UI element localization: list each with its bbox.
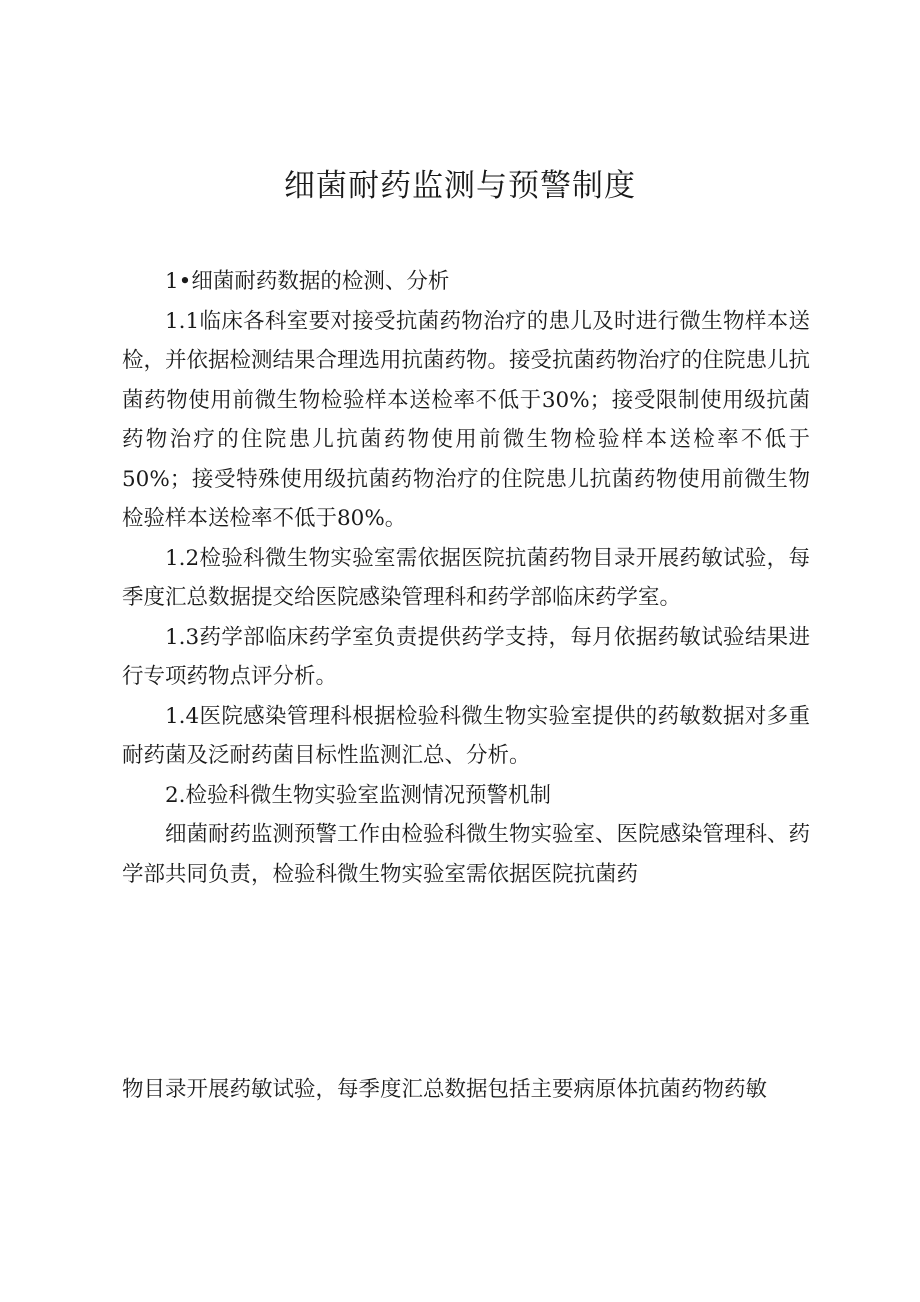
document-title: 细菌耐药监测与预警制度 — [284, 168, 636, 204]
document-body — [122, 262, 810, 894]
paragraph-2: 细菌耐药监测预警工作由检验科微生物实验室、医院感染管理科、药学部共同负责，检验科微生物实验室需依据医院抗菌药 — [122, 822, 811, 887]
paragraph-1-4: 1.4医院感染管理科根据检验科微生物实验室提供的药敏数据对多重耐药菌及泛耐药菌目标性监测汇总、分析。 — [122, 703, 810, 768]
paragraph-1-3: 1.3药学部临床药学室负责提供药学支持，每月依据药敏试验结果进行专项药物点评分析。 — [122, 624, 810, 689]
section-heading-1: 1•细菌耐药数据的检测、分析 — [165, 269, 450, 294]
section-heading-2: 2.检验科微生物实验室监测情况预警机制 — [165, 782, 552, 808]
continuation-line: 物目录开展药敏试验，每季度汇总数据包括主要病原体抗菌药物药敏 — [122, 1077, 768, 1102]
paragraph-1-2: 1.2检验科微生物实验室需依据医院抗菌药物目录开展药敏试验，每季度汇总数据提交给医院感染管理科和药学部临床药学室。 — [122, 545, 810, 610]
paragraph-1-1: 1.1临床各科室要对接受抗菌药物治疗的患儿及时进行微生物样本送检，并依据检测结果合理选用抗菌药物。接受抗菌药物治疗的住院患儿抗菌药物使用前微生物检验样本送检率不低于30%；接受限制使用级抗菌药物治疗的住院患儿抗菌药物使用前微生物检验样本送检率不低于50%；接受特殊使用级抗菌药物治疗的住院患儿抗菌药物使用前微生物检验样本送检率不低于80%。 — [122, 308, 811, 531]
